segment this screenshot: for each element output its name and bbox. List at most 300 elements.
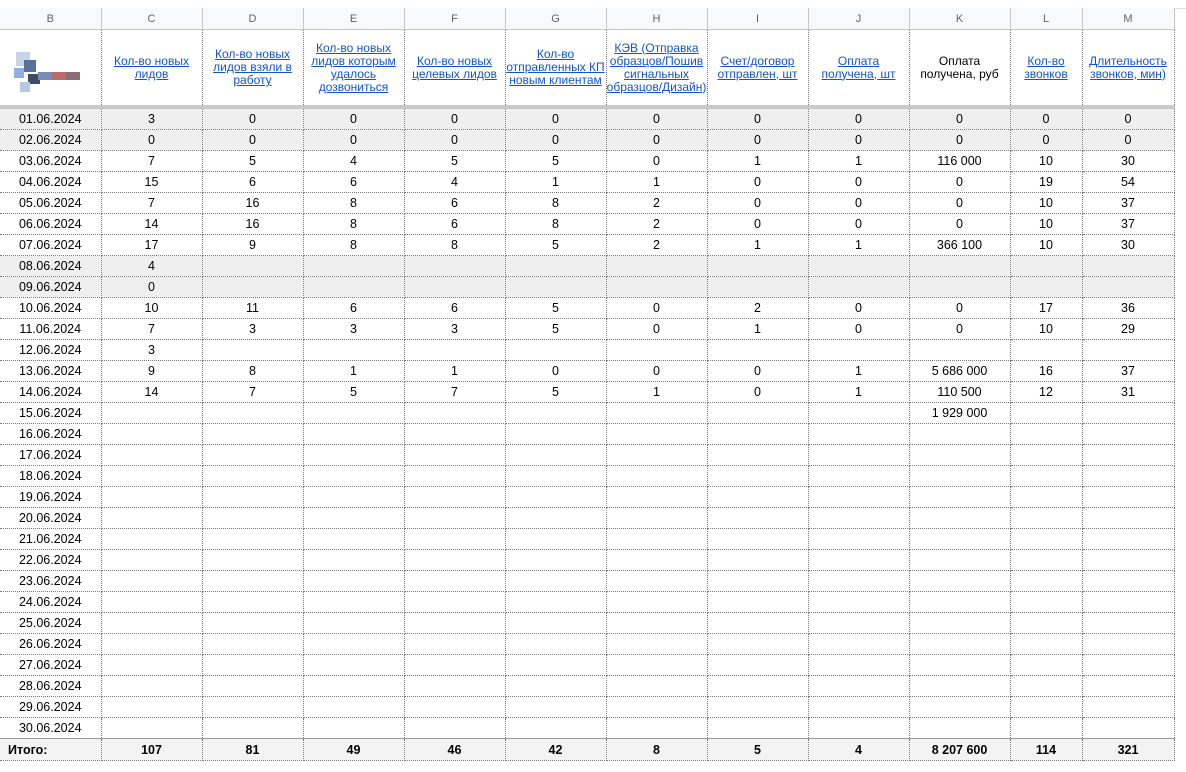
total-label[interactable]: Итого: [0, 739, 101, 761]
value-cell[interactable] [606, 403, 707, 424]
value-cell[interactable]: 37 [1082, 193, 1174, 214]
value-cell[interactable]: 0 [303, 130, 404, 151]
value-cell[interactable]: 7 [101, 151, 202, 172]
value-cell[interactable] [303, 655, 404, 676]
value-cell[interactable] [606, 676, 707, 697]
column-header[interactable]: G [505, 8, 606, 30]
value-cell[interactable] [303, 571, 404, 592]
value-cell[interactable] [505, 529, 606, 550]
value-cell[interactable]: 0 [808, 214, 909, 235]
value-cell[interactable] [404, 508, 505, 529]
value-cell[interactable] [1010, 697, 1082, 718]
value-cell[interactable] [808, 697, 909, 718]
value-cell[interactable]: 0 [909, 172, 1010, 193]
value-cell[interactable]: 1 [606, 172, 707, 193]
date-cell[interactable]: 03.06.2024 [0, 151, 101, 172]
value-cell[interactable] [909, 424, 1010, 445]
value-cell[interactable]: 3 [101, 340, 202, 361]
value-cell[interactable]: 5 [303, 382, 404, 403]
value-cell[interactable]: 366 100 [909, 235, 1010, 256]
value-cell[interactable]: 3 [202, 319, 303, 340]
value-cell[interactable] [909, 487, 1010, 508]
date-cell[interactable]: 25.06.2024 [0, 613, 101, 634]
value-cell[interactable]: 0 [909, 214, 1010, 235]
value-cell[interactable]: 0 [808, 298, 909, 319]
value-cell[interactable]: 1 [707, 151, 808, 172]
value-cell[interactable]: 0 [101, 130, 202, 151]
value-cell[interactable]: 5 [404, 151, 505, 172]
value-cell[interactable] [101, 571, 202, 592]
value-cell[interactable] [202, 718, 303, 739]
value-cell[interactable]: 1 [808, 382, 909, 403]
total-cell[interactable]: 49 [303, 739, 404, 761]
value-cell[interactable] [1082, 697, 1174, 718]
value-cell[interactable] [505, 340, 606, 361]
value-cell[interactable] [202, 697, 303, 718]
total-cell[interactable]: 321 [1082, 739, 1174, 761]
value-cell[interactable] [303, 718, 404, 739]
header-link[interactable]: КЭВ (Отправка образцов/Пошив сигнальных образцов/Дизайн) [606, 40, 707, 94]
value-cell[interactable] [1082, 655, 1174, 676]
value-cell[interactable]: 15 [101, 172, 202, 193]
column-header[interactable]: H [606, 8, 707, 30]
value-cell[interactable] [808, 655, 909, 676]
value-cell[interactable] [606, 445, 707, 466]
value-cell[interactable] [505, 697, 606, 718]
value-cell[interactable] [404, 655, 505, 676]
total-cell[interactable]: 8 207 600 [909, 739, 1010, 761]
value-cell[interactable] [1082, 550, 1174, 571]
value-cell[interactable]: 1 [303, 361, 404, 382]
value-cell[interactable] [909, 655, 1010, 676]
value-cell[interactable] [303, 256, 404, 277]
value-cell[interactable] [606, 277, 707, 298]
value-cell[interactable]: 4 [101, 256, 202, 277]
date-cell[interactable]: 02.06.2024 [0, 130, 101, 151]
header-link[interactable]: Кол-во отправленных КП новым клиентам [506, 47, 605, 87]
date-cell[interactable]: 14.06.2024 [0, 382, 101, 403]
value-cell[interactable]: 0 [606, 361, 707, 382]
date-cell[interactable]: 06.06.2024 [0, 214, 101, 235]
value-cell[interactable] [808, 613, 909, 634]
value-cell[interactable] [1082, 613, 1174, 634]
value-cell[interactable] [202, 571, 303, 592]
value-cell[interactable] [303, 466, 404, 487]
value-cell[interactable]: 3 [404, 319, 505, 340]
value-cell[interactable]: 11 [202, 298, 303, 319]
value-cell[interactable] [202, 634, 303, 655]
column-header[interactable]: C [101, 8, 202, 30]
value-cell[interactable] [1082, 256, 1174, 277]
value-cell[interactable]: 37 [1082, 361, 1174, 382]
value-cell[interactable]: 0 [404, 130, 505, 151]
value-cell[interactable] [1010, 592, 1082, 613]
value-cell[interactable]: 0 [606, 130, 707, 151]
date-cell[interactable]: 01.06.2024 [0, 107, 101, 130]
value-cell[interactable]: 3 [101, 107, 202, 130]
value-cell[interactable] [1082, 718, 1174, 739]
value-cell[interactable] [505, 403, 606, 424]
value-cell[interactable] [1010, 718, 1082, 739]
value-cell[interactable] [707, 340, 808, 361]
total-cell[interactable]: 81 [202, 739, 303, 761]
value-cell[interactable] [707, 529, 808, 550]
value-cell[interactable] [404, 676, 505, 697]
value-cell[interactable] [707, 634, 808, 655]
value-cell[interactable] [404, 256, 505, 277]
value-cell[interactable] [404, 571, 505, 592]
date-cell[interactable]: 20.06.2024 [0, 508, 101, 529]
value-cell[interactable] [1010, 676, 1082, 697]
value-cell[interactable]: 0 [707, 172, 808, 193]
header-link[interactable]: Оплата получена, шт [821, 53, 896, 81]
value-cell[interactable]: 1 929 000 [909, 403, 1010, 424]
value-cell[interactable] [606, 466, 707, 487]
column-header[interactable]: I [707, 8, 808, 30]
value-cell[interactable] [202, 340, 303, 361]
value-cell[interactable] [808, 550, 909, 571]
value-cell[interactable] [808, 403, 909, 424]
value-cell[interactable]: 5 [505, 298, 606, 319]
value-cell[interactable]: 17 [1010, 298, 1082, 319]
value-cell[interactable] [707, 571, 808, 592]
value-cell[interactable]: 0 [606, 151, 707, 172]
value-cell[interactable] [1082, 340, 1174, 361]
value-cell[interactable]: 5 686 000 [909, 361, 1010, 382]
value-cell[interactable] [606, 256, 707, 277]
header-link[interactable]: Счет/договор отправлен, шт [717, 53, 798, 81]
value-cell[interactable] [808, 487, 909, 508]
total-cell[interactable]: 107 [101, 739, 202, 761]
date-cell[interactable]: 10.06.2024 [0, 298, 101, 319]
value-cell[interactable] [101, 655, 202, 676]
value-cell[interactable]: 1 [808, 151, 909, 172]
value-cell[interactable] [909, 634, 1010, 655]
value-cell[interactable] [303, 277, 404, 298]
header-link[interactable]: Кол-во звонков [1024, 53, 1068, 81]
value-cell[interactable] [404, 403, 505, 424]
value-cell[interactable] [606, 697, 707, 718]
value-cell[interactable] [1082, 466, 1174, 487]
value-cell[interactable]: 17 [101, 235, 202, 256]
value-cell[interactable] [707, 424, 808, 445]
value-cell[interactable]: 10 [101, 298, 202, 319]
header-payments-count[interactable] [808, 30, 909, 108]
value-cell[interactable]: 6 [404, 298, 505, 319]
value-cell[interactable]: 116 000 [909, 151, 1010, 172]
value-cell[interactable] [1010, 571, 1082, 592]
value-cell[interactable]: 16 [202, 214, 303, 235]
value-cell[interactable]: 7 [101, 193, 202, 214]
value-cell[interactable] [303, 424, 404, 445]
value-cell[interactable] [606, 508, 707, 529]
value-cell[interactable]: 8 [303, 235, 404, 256]
header-new-leads[interactable] [101, 30, 202, 108]
value-cell[interactable] [505, 655, 606, 676]
value-cell[interactable] [202, 487, 303, 508]
value-cell[interactable] [202, 424, 303, 445]
value-cell[interactable] [808, 340, 909, 361]
value-cell[interactable] [909, 613, 1010, 634]
value-cell[interactable] [707, 508, 808, 529]
value-cell[interactable] [202, 403, 303, 424]
value-cell[interactable]: 0 [1010, 130, 1082, 151]
value-cell[interactable] [707, 550, 808, 571]
value-cell[interactable] [101, 466, 202, 487]
value-cell[interactable] [707, 676, 808, 697]
value-cell[interactable] [707, 697, 808, 718]
value-cell[interactable] [505, 445, 606, 466]
value-cell[interactable] [909, 676, 1010, 697]
value-cell[interactable] [404, 424, 505, 445]
value-cell[interactable]: 0 [909, 130, 1010, 151]
date-cell[interactable]: 08.06.2024 [0, 256, 101, 277]
value-cell[interactable]: 6 [404, 214, 505, 235]
value-cell[interactable] [101, 487, 202, 508]
value-cell[interactable]: 1 [707, 319, 808, 340]
value-cell[interactable] [1082, 592, 1174, 613]
total-cell[interactable]: 5 [707, 739, 808, 761]
value-cell[interactable] [707, 718, 808, 739]
value-cell[interactable]: 14 [101, 214, 202, 235]
value-cell[interactable]: 0 [202, 107, 303, 130]
value-cell[interactable]: 9 [101, 361, 202, 382]
date-cell[interactable]: 23.06.2024 [0, 571, 101, 592]
date-cell[interactable]: 26.06.2024 [0, 634, 101, 655]
value-cell[interactable] [505, 466, 606, 487]
value-cell[interactable]: 10 [1010, 151, 1082, 172]
value-cell[interactable] [707, 655, 808, 676]
date-cell[interactable]: 04.06.2024 [0, 172, 101, 193]
value-cell[interactable]: 2 [707, 298, 808, 319]
total-cell[interactable]: 8 [606, 739, 707, 761]
header-link[interactable]: Кол-во новых лидов [114, 53, 189, 81]
value-cell[interactable] [101, 613, 202, 634]
value-cell[interactable]: 10 [1010, 319, 1082, 340]
value-cell[interactable]: 110 500 [909, 382, 1010, 403]
value-cell[interactable] [606, 424, 707, 445]
header-payments-rub[interactable] [909, 30, 1010, 108]
value-cell[interactable]: 8 [202, 361, 303, 382]
value-cell[interactable] [404, 634, 505, 655]
value-cell[interactable] [202, 508, 303, 529]
date-cell[interactable]: 09.06.2024 [0, 277, 101, 298]
value-cell[interactable] [606, 655, 707, 676]
value-cell[interactable]: 6 [202, 172, 303, 193]
value-cell[interactable] [505, 718, 606, 739]
value-cell[interactable] [303, 550, 404, 571]
value-cell[interactable] [909, 592, 1010, 613]
value-cell[interactable] [101, 634, 202, 655]
value-cell[interactable]: 16 [202, 193, 303, 214]
value-cell[interactable]: 0 [808, 193, 909, 214]
value-cell[interactable] [1010, 466, 1082, 487]
header-leads-in-work[interactable] [202, 30, 303, 108]
value-cell[interactable] [404, 529, 505, 550]
value-cell[interactable] [1082, 445, 1174, 466]
value-cell[interactable]: 7 [202, 382, 303, 403]
value-cell[interactable] [1010, 487, 1082, 508]
value-cell[interactable] [808, 256, 909, 277]
date-cell[interactable]: 13.06.2024 [0, 361, 101, 382]
value-cell[interactable] [1010, 424, 1082, 445]
value-cell[interactable] [909, 508, 1010, 529]
value-cell[interactable] [101, 403, 202, 424]
value-cell[interactable] [404, 340, 505, 361]
value-cell[interactable] [303, 634, 404, 655]
value-cell[interactable] [404, 613, 505, 634]
date-cell[interactable]: 22.06.2024 [0, 550, 101, 571]
value-cell[interactable] [202, 592, 303, 613]
value-cell[interactable] [606, 634, 707, 655]
date-cell[interactable]: 27.06.2024 [0, 655, 101, 676]
value-cell[interactable]: 6 [404, 193, 505, 214]
value-cell[interactable] [101, 529, 202, 550]
value-cell[interactable]: 0 [505, 361, 606, 382]
value-cell[interactable]: 14 [101, 382, 202, 403]
value-cell[interactable] [808, 718, 909, 739]
value-cell[interactable] [404, 697, 505, 718]
column-header[interactable]: J [808, 8, 909, 30]
value-cell[interactable] [1010, 508, 1082, 529]
value-cell[interactable]: 0 [707, 107, 808, 130]
value-cell[interactable]: 5 [505, 235, 606, 256]
value-cell[interactable] [606, 550, 707, 571]
value-cell[interactable] [1010, 340, 1082, 361]
header-target-leads[interactable] [404, 30, 505, 108]
value-cell[interactable]: 5 [505, 151, 606, 172]
value-cell[interactable] [1010, 277, 1082, 298]
value-cell[interactable]: 0 [808, 107, 909, 130]
value-cell[interactable]: 3 [303, 319, 404, 340]
column-header[interactable]: L [1010, 8, 1082, 30]
value-cell[interactable] [303, 697, 404, 718]
value-cell[interactable]: 0 [707, 382, 808, 403]
value-cell[interactable]: 12 [1010, 382, 1082, 403]
value-cell[interactable] [808, 676, 909, 697]
value-cell[interactable] [101, 424, 202, 445]
value-cell[interactable] [404, 592, 505, 613]
value-cell[interactable] [505, 256, 606, 277]
value-cell[interactable] [404, 445, 505, 466]
value-cell[interactable] [808, 571, 909, 592]
value-cell[interactable] [1082, 634, 1174, 655]
value-cell[interactable]: 0 [505, 130, 606, 151]
value-cell[interactable] [808, 277, 909, 298]
value-cell[interactable]: 2 [606, 193, 707, 214]
value-cell[interactable]: 4 [404, 172, 505, 193]
value-cell[interactable]: 0 [606, 319, 707, 340]
value-cell[interactable] [1010, 634, 1082, 655]
value-cell[interactable] [101, 592, 202, 613]
value-cell[interactable]: 0 [505, 107, 606, 130]
value-cell[interactable] [202, 676, 303, 697]
value-cell[interactable] [909, 466, 1010, 487]
column-header[interactable]: M [1082, 8, 1174, 30]
value-cell[interactable] [808, 508, 909, 529]
header-offers-sent[interactable] [505, 30, 606, 108]
value-cell[interactable] [101, 676, 202, 697]
value-cell[interactable] [101, 550, 202, 571]
value-cell[interactable] [202, 529, 303, 550]
total-cell[interactable]: 114 [1010, 739, 1082, 761]
value-cell[interactable] [404, 487, 505, 508]
value-cell[interactable] [101, 718, 202, 739]
value-cell[interactable] [303, 340, 404, 361]
value-cell[interactable]: 0 [202, 130, 303, 151]
value-cell[interactable] [707, 466, 808, 487]
value-cell[interactable]: 9 [202, 235, 303, 256]
value-cell[interactable]: 4 [303, 151, 404, 172]
value-cell[interactable] [303, 445, 404, 466]
column-header[interactable]: F [404, 8, 505, 30]
value-cell[interactable]: 0 [303, 107, 404, 130]
date-cell[interactable]: 30.06.2024 [0, 718, 101, 739]
value-cell[interactable] [505, 592, 606, 613]
value-cell[interactable] [808, 424, 909, 445]
value-cell[interactable] [808, 592, 909, 613]
date-cell[interactable]: 21.06.2024 [0, 529, 101, 550]
value-cell[interactable] [202, 256, 303, 277]
header-calls-duration[interactable] [1082, 30, 1174, 108]
value-cell[interactable]: 0 [909, 298, 1010, 319]
value-cell[interactable] [606, 571, 707, 592]
value-cell[interactable]: 0 [606, 298, 707, 319]
value-cell[interactable] [505, 676, 606, 697]
value-cell[interactable] [505, 424, 606, 445]
value-cell[interactable] [707, 256, 808, 277]
header-calls-count[interactable] [1010, 30, 1082, 108]
value-cell[interactable]: 0 [808, 172, 909, 193]
date-cell[interactable]: 19.06.2024 [0, 487, 101, 508]
column-header[interactable]: E [303, 8, 404, 30]
value-cell[interactable]: 0 [707, 193, 808, 214]
value-cell[interactable]: 10 [1010, 214, 1082, 235]
value-cell[interactable] [808, 634, 909, 655]
value-cell[interactable]: 1 [808, 361, 909, 382]
value-cell[interactable] [606, 592, 707, 613]
value-cell[interactable]: 0 [1010, 107, 1082, 130]
value-cell[interactable] [909, 256, 1010, 277]
value-cell[interactable] [1010, 256, 1082, 277]
value-cell[interactable] [606, 487, 707, 508]
value-cell[interactable]: 5 [505, 319, 606, 340]
value-cell[interactable]: 36 [1082, 298, 1174, 319]
value-cell[interactable] [404, 466, 505, 487]
value-cell[interactable] [909, 697, 1010, 718]
date-cell[interactable]: 05.06.2024 [0, 193, 101, 214]
value-cell[interactable]: 30 [1082, 235, 1174, 256]
value-cell[interactable] [202, 445, 303, 466]
value-cell[interactable] [707, 613, 808, 634]
value-cell[interactable]: 8 [404, 235, 505, 256]
value-cell[interactable] [606, 340, 707, 361]
value-cell[interactable] [303, 592, 404, 613]
value-cell[interactable] [1010, 613, 1082, 634]
value-cell[interactable]: 2 [606, 235, 707, 256]
value-cell[interactable]: 0 [909, 319, 1010, 340]
value-cell[interactable] [808, 466, 909, 487]
total-cell[interactable]: 4 [808, 739, 909, 761]
value-cell[interactable]: 8 [303, 214, 404, 235]
date-cell[interactable]: 07.06.2024 [0, 235, 101, 256]
value-cell[interactable]: 19 [1010, 172, 1082, 193]
value-cell[interactable]: 16 [1010, 361, 1082, 382]
value-cell[interactable]: 8 [303, 193, 404, 214]
value-cell[interactable] [303, 613, 404, 634]
value-cell[interactable] [909, 550, 1010, 571]
value-cell[interactable] [303, 487, 404, 508]
